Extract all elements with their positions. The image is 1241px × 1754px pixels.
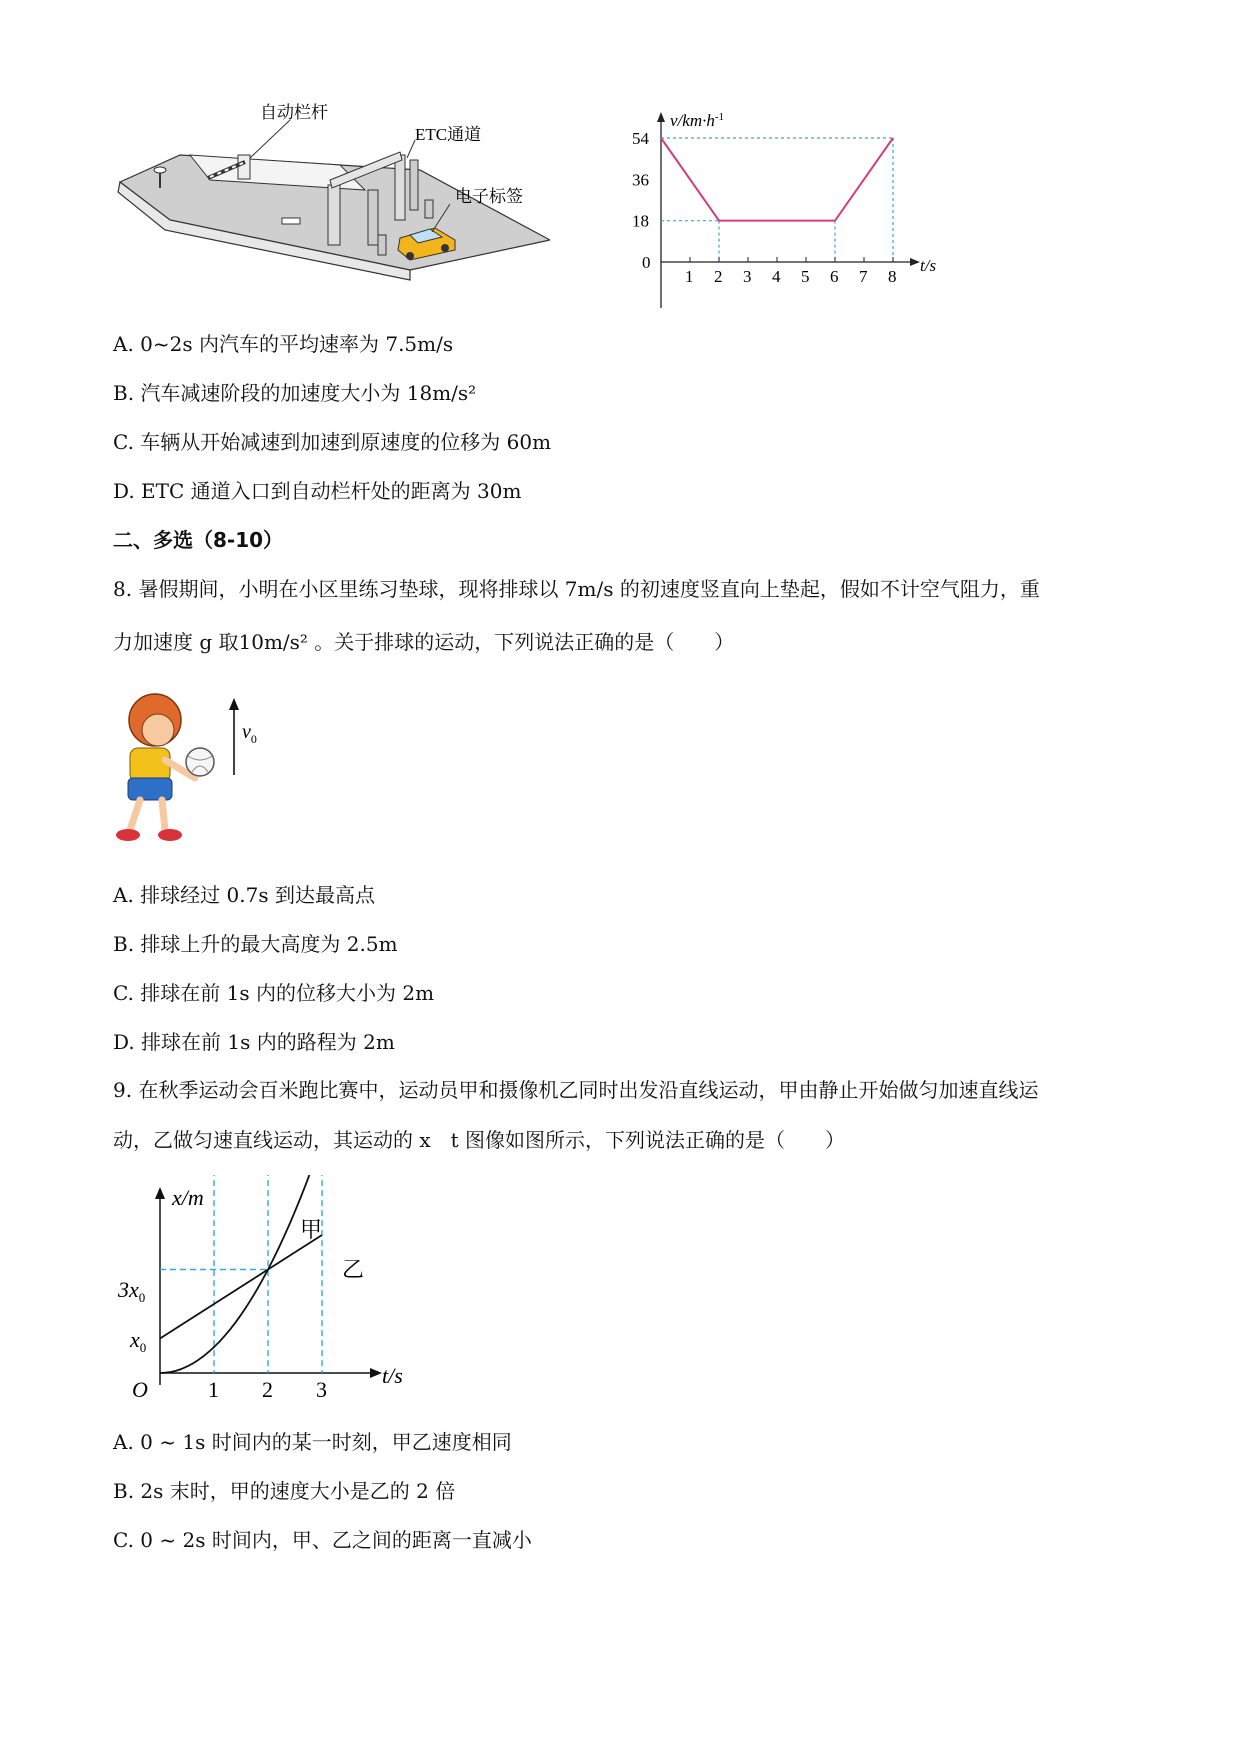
xt-ytick-3x0: $3x_0$ (118, 1277, 146, 1305)
xt-y-label: x/m (172, 1185, 204, 1210)
player-shoe-left (116, 829, 140, 841)
xt-series-yi-label: 乙 (342, 1257, 365, 1282)
q7-option-b: B. 汽车减速阶段的加速度大小为 18m/s² (113, 381, 477, 405)
xt-x-arrow (370, 1368, 382, 1378)
xt-xtick-label: 2 (262, 1377, 273, 1402)
xt-xtick-label: 1 (208, 1377, 219, 1402)
vt-xtick-label: 4 (772, 267, 781, 286)
label-leader-1 (250, 120, 290, 158)
gantry-left-pillar (328, 185, 340, 245)
xt-series-jia-label: 甲 (300, 1217, 323, 1242)
vt-y-label: $v/km\cdot h^{-1}$ (670, 111, 725, 130)
volleyball-player-illustration (110, 690, 270, 850)
player-shorts (128, 778, 172, 800)
vt-series-line (661, 138, 893, 221)
pole-cap (154, 167, 166, 173)
q8-option-a: A. 排球经过 0.7s 到达最高点 (113, 883, 375, 907)
label-leader-2 (407, 140, 415, 158)
volleyball-icon (186, 748, 214, 776)
vt-xtick-label: 5 (801, 267, 810, 286)
label-electronic-tag: 电子标签 (455, 187, 523, 206)
q8-stem-line2: 力加速度 g 取10m/s² 。关于排球的运动，下列说法正确的是（ ） (113, 630, 735, 654)
xt-chart (110, 1175, 430, 1415)
q8-option-d: D. 排球在前 1s 内的路程为 2m (113, 1030, 395, 1054)
q8-option-c: C. 排球在前 1s 内的位移大小为 2m (113, 981, 435, 1005)
v0-arrow-head (229, 698, 239, 710)
player-face (142, 714, 174, 746)
vt-ytick-label: 36 (632, 170, 649, 190)
vt-x-arrow (910, 258, 920, 266)
v0-label: $v_0$ (242, 721, 257, 746)
q9-stem-line1: 9. 在秋季运动会百米跑比赛中，运动员甲和摄像机乙同时出发沿直线运动，甲由静止开始做匀加速直线运 (113, 1078, 1039, 1102)
q8-stem-line1: 8. 暑假期间，小明在小区里练习垫球，现将排球以 7m/s 的初速度竖直向上垫起，假如不计空气阻力，重 (113, 577, 1040, 601)
q9-option-c: C. 0 ~ 2s 时间内，甲、乙之间的距离一直减小 (113, 1528, 532, 1552)
xt-y-arrow (155, 1187, 165, 1199)
q7-option-a: A. 0~2s 内汽车的平均速率为 7.5m/s (113, 332, 454, 356)
xt-ytick-x0: $x_0$ (130, 1327, 147, 1355)
gantry-right-pillar (395, 155, 405, 220)
q7-option-c: C. 车辆从开始减速到加速到原速度的位移为 60m (113, 430, 552, 454)
vt-xtick-label: 2 (714, 267, 723, 286)
vt-ytick-label: 54 (632, 129, 649, 148)
vt-xtick-label: 1 (685, 267, 694, 286)
vt-xtick-label: 3 (743, 267, 752, 286)
q9-option-a: A. 0 ~ 1s 时间内的某一时刻，甲乙速度相同 (113, 1430, 512, 1454)
etc-illustration (110, 100, 550, 305)
player-shirt (130, 748, 170, 782)
post-small-2 (425, 200, 433, 218)
xt-origin-label: O (132, 1377, 148, 1402)
q9-stem-line2: 动，乙做匀速直线运动，其运动的 x t 图像如图所示，下列说法正确的是（ ） (113, 1128, 846, 1152)
vt-xtick-label: 7 (859, 267, 868, 286)
xt-xtick-label: 3 (316, 1377, 327, 1402)
vt-ytick-label: 18 (632, 211, 649, 231)
xt-series-yi-line (160, 1235, 322, 1339)
tall-pillar-1 (368, 190, 378, 245)
tall-pillar-2 (410, 160, 418, 210)
label-auto-barrier: 自动栏杆 (260, 103, 328, 122)
barrier-post (238, 155, 250, 179)
q9-option-b: B. 2s 末时，甲的速度大小是乙的 2 倍 (113, 1479, 456, 1503)
vt-y-arrow (657, 112, 665, 122)
xt-x-label: t/s (382, 1363, 403, 1388)
post-small-1 (378, 235, 386, 255)
player-leg-left (130, 800, 140, 830)
label-etc-lane: ETC通道 (415, 125, 482, 144)
q8-option-b: B. 排球上升的最大高度为 2.5m (113, 932, 398, 956)
bench (282, 218, 300, 224)
vt-ytick-label: 0 (642, 253, 651, 272)
q7-option-d: D. ETC 通道入口到自动栏杆处的距离为 30m (113, 479, 522, 503)
vt-xtick-label: 8 (888, 267, 897, 286)
player-leg-right (162, 800, 165, 830)
vt-x-label: t/s (920, 256, 937, 275)
vt-xtick-label: 6 (830, 267, 839, 286)
player-shoe-right (158, 829, 182, 841)
section-heading: 二、多选（8-10） (113, 528, 284, 552)
vt-chart (620, 108, 960, 318)
